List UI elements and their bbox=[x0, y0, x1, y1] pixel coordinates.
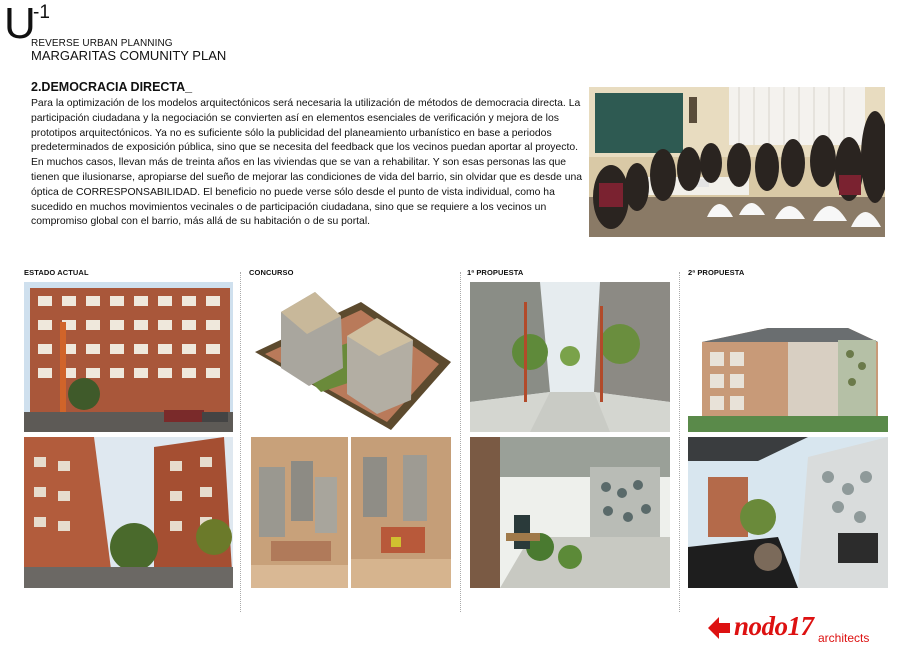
logo-wordmark: nodo17 bbox=[734, 611, 814, 641]
concurso-model-photo-bottom-left bbox=[251, 437, 348, 588]
column-divider bbox=[240, 272, 241, 612]
estado-actual-photo-top bbox=[24, 282, 233, 432]
propuesta1-render-bottom bbox=[470, 437, 670, 588]
meeting-photo bbox=[589, 87, 885, 237]
column-divider bbox=[679, 272, 680, 612]
left-arrow-icon bbox=[708, 617, 730, 639]
column-divider bbox=[460, 272, 461, 612]
estado-actual-photo-bottom bbox=[24, 437, 233, 588]
sheet-code-superscript: -1 bbox=[33, 2, 50, 23]
column-label-1-propuesta: 1ª PROPUESTA bbox=[467, 268, 524, 277]
project-subtitle: REVERSE URBAN PLANNING bbox=[31, 38, 173, 49]
column-label-estado-actual: ESTADO ACTUAL bbox=[24, 268, 89, 277]
propuesta1-render-top bbox=[470, 282, 670, 432]
column-label-2-propuesta: 2ª PROPUESTA bbox=[688, 268, 745, 277]
concurso-model-photo-top bbox=[251, 282, 451, 432]
column-label-concurso: CONCURSO bbox=[249, 268, 294, 277]
propuesta2-render-bottom bbox=[688, 437, 888, 588]
propuesta2-model-photo-top bbox=[688, 282, 888, 432]
project-title: MARGARITAS COMUNITY PLAN bbox=[31, 48, 227, 63]
section-title: 2.DEMOCRACIA DIRECTA_ bbox=[31, 80, 193, 94]
concurso-model-photo-bottom-right bbox=[351, 437, 451, 588]
logo-subtitle: architects bbox=[818, 631, 870, 645]
sheet-code-letter: U bbox=[4, 0, 36, 48]
nodo17-logo bbox=[708, 611, 898, 645]
section-body-text: Para la optimización de los modelos arquitectónicos será necesaria la utilización de métodos de democracia directa. La participación ciudadana y la negociación se convierten así en elementos esenciales de verificación y mejora de los prototipos arquitectónicos. Ya no es suficiente sólo la publicidad del planeamiento urbanístico en base a periodos predeterminados de exposición pública, sino que se necesita del feedback que los vecinos puedan aportar al proyecto. En muchos casos, llevan más de treinta años en las viviendas que se van a rehabilitar. Y son esas personas las que tienen que ilusionarse, apropiarse del sueño de mejorar las condiciones de vida del barrio, sin olvidar que es desde una óptica de CORRESPONSABILIDAD. El beneficio no puede verse sólo desde el punto de vista individual, como ha sucedido en muchos movimientos vecinales o de participación ciudadana, sino que se requiere a los vecinos un compromiso global con el barrio, más allá de su habitación o de su portal. bbox=[31, 98, 583, 228]
